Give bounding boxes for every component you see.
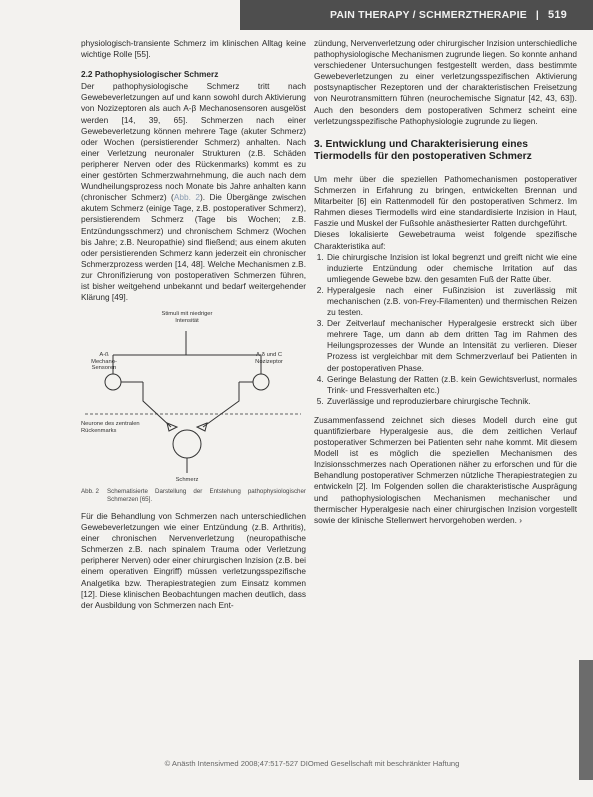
list-item: 4. Geringe Belastung der Ratten (z.B. kein Gewichtsverlust, normales Trink- und Fressverhalten etc.) bbox=[326, 374, 577, 396]
characteristics-list bbox=[314, 252, 577, 407]
continue-marker: › bbox=[519, 514, 523, 525]
right-column bbox=[314, 38, 577, 526]
figure-label-right-sensor: A-δ und C Nozizeptor bbox=[255, 352, 283, 365]
section-3-title: 3. Entwicklung und Charakterisierung eines Tiermodells für den postoperativen Schmerz bbox=[314, 138, 532, 163]
right-synapse bbox=[197, 423, 207, 431]
figure-label-neurons: Neurone des zentralen Rückenmarks bbox=[81, 421, 140, 434]
header-separator: | bbox=[535, 9, 540, 21]
intro-paragraph: physiologisch-transiente Schmerz im klinischen Alltag keine wichtige Rolle [55]. bbox=[81, 38, 306, 60]
section-2-2-title: 2.2 Pathophysiologischer Schmerz bbox=[81, 69, 219, 80]
edge-tab-marker bbox=[579, 660, 593, 780]
figure-reference-link[interactable]: Abb. 2 bbox=[173, 192, 200, 203]
running-header bbox=[240, 0, 593, 30]
section-2-2-text-a: Der pathophysiologische Schmerz tritt nach Gewebeverletzungen auf und kann sowohl durch Aktivierung von Nozizeptoren als auch A-β Mechanosensoren ausgelöst werden [14, 39, 65]. Schmerzen nach einer Gewebeverletzung können mehrere Tage (akuter Schmerz) oder Wochen (persistierender Schmerz) anhalten. Nach einer Verletzung neuronaler Strukturen (z.B. Schäden peripherer Nerven oder des Rückenmarks) kommt es zu einer gestörten Schmerzwahrnehmung, die auch nach dem Wundheilungsprozess noch Monate bis Jahre anhalten kann (chronischer Schmerz) ( bbox=[81, 81, 306, 203]
figure-caption bbox=[81, 488, 306, 503]
section-2-2-text-b: ). Die Übergänge zwischen akutem Schmerz (einige Tage, z.B. postoperativer Schmerz), persistierendem Schmerz (Tage bis Wochen; z.B. Entzündungsschmerz) und chronischem Schmerz (Wochen bis Jahre; z.B. Neuropathie) sind fließend; aus einem akuten oder persistierenden Schmerz kann jederzeit ein chronischer Schmerzprozess werden [14, 48]. Welche Mechanismen z.B. zur Chronifizierung von postoperativen Schmerzen führen, ist bisher weitgehend unbekannt und bedarf weitergehender Klärung [49]. bbox=[81, 192, 306, 303]
section-2-2-body bbox=[81, 81, 306, 303]
figure-label-left-sensor: A-ß Mechano- Sensoren bbox=[91, 352, 117, 372]
right-closing-paragraph bbox=[314, 415, 577, 526]
list-item: 3. Der Zeitverlauf mechanischer Hyperalgesie erstreckt sich über mehrere Tage, um dann ab dem dritten Tag im Rahmen des Heilungsprozesses der Wunde an Intensität zu verlieren. Dieser Prozess ist vergleichbar mit dem Schmerzverlauf bei Patienten in der postoperativen Phase. bbox=[326, 318, 577, 373]
list-item: 1. Die chirurgische Inzision ist lokal begrenzt und greift nicht wie eine induzierte Entzündung oder chemische Irritation auf das umliegende Gewebe bzw. den gesamten Fuß der Ratte über. bbox=[326, 252, 577, 285]
caption-text: Schematisierte Darstellung der Entstehung pathophysiologischer Schmerzen [65]. bbox=[107, 488, 306, 503]
central-neuron bbox=[173, 430, 201, 458]
section-3-paragraph-1: Um mehr über die speziellen Pathomechanismen postoperativer Schmerzen in Erfahrung zu bringen, entwickelten Brennan und Mitarbeiter [6] ein Rattenmodell für den postoperativen Schmerz. Im Rahmen dieses Tiermodells wird eine standardisierte Inzision in Haut, Faszie und Muskel der Fußsohle anästhesierter Ratten durchgeführt. bbox=[314, 173, 577, 229]
figure-label-stimuli: Stimuli mit niedriger Intensität bbox=[161, 311, 213, 324]
caption-number: Abb. 2 bbox=[81, 488, 99, 496]
right-axon bbox=[203, 382, 239, 427]
left-sensor-cell bbox=[105, 374, 121, 390]
figure-label-pain: Schmerz bbox=[175, 477, 199, 484]
left-column bbox=[81, 38, 306, 611]
left-closing-paragraph: Für die Behandlung von Schmerzen nach unterschiedlichen Gewebeverletzungen wie einer Entzündung (z.B. Arthritis), einer chronischen Nervenverletzung (neuropathische Schmerzen z.B. nach spinalem Trauma oder Verletzung peripherer Nerven) oder einer chirurgischen Inzision (z.B. bei einem operativen Eingriff) müssen verletzungsspezifische Analgetika bzw. Therapiestrategien zum Einsatz kommen [12]. Diese klinischen Beobachtungen machen deutlich, dass der Ausbildung von Schmerzen nach Ent- bbox=[81, 510, 306, 610]
list-item: 2. Hyperalgesie nach einer Fußinzision ist zuverlässig mit mechanischen (z.B. von-Frey-Filamenten) und thermischen Reizen zu testen. bbox=[326, 285, 577, 318]
right-closing-text: Zusammenfassend zeichnet sich dieses Modell durch eine gut quantifizierbare Hyperalgesie aus, die dem zeitlichen Verlauf postoperativer Schmerzen bei Patienten sehr nahe kommt. Mit diesem Modell ist es möglich die speziellen Mechanismen des Inzisionsschmerzes nach Operationen näher zu erforschen und für die Behandlung postoperativer Schmerzen nützliche Therapiestrategien zu entwickeln [2]. Im Folgenden sollen die charakteristische Ausprägung und pathophysiologischen Mechanismen mechanischer und thermischer Hyperalgesie nach einer chirurgischen Inzision vorgestellt sowie der klinische Stellenwert hervorgehoben werden. bbox=[314, 414, 577, 525]
list-item: 5. Zuverlässige und reproduzierbare chirurgische Technik. bbox=[326, 396, 577, 407]
pain-mechanism-diagram bbox=[81, 311, 306, 486]
section-3-paragraph-2: Dieses lokalisierte Gewebetrauma weist folgende spezifische Charakteristika auf: bbox=[314, 229, 577, 251]
page-number: 519 bbox=[548, 9, 567, 21]
page-footer: © Anästh Intensivmed 2008;47:517-527 DIOmed Gesellschaft mit beschränkter Haftung bbox=[164, 759, 460, 768]
pain-mechanism-figure bbox=[81, 311, 306, 486]
right-sensor-cell bbox=[253, 374, 269, 390]
right-top-paragraph: zündung, Nervenverletzung oder chirurgischer Inzision unterschiedliche pathophysiologische Mechanismen zugrunde liegen. So konnte anhand verschiedener Untersuchungen festgestellt werden, dass bestimmte Gewebeverletzungen zu einer verletzungsspezifischen Aktivierung postsynaptischer Rezeptoren und der charakteristischen Freisetzung von Neurotransmittern führen (neurochemische Signatur [42, 43, 63]). Auch den besonders dem postoperativen Schmerz scheint eine verletzungsspezifische Pathophysiologie zugrunde zu liegen. bbox=[314, 38, 577, 126]
running-title: PAIN THERAPY / SCHMERZTHERAPIE bbox=[329, 9, 527, 21]
